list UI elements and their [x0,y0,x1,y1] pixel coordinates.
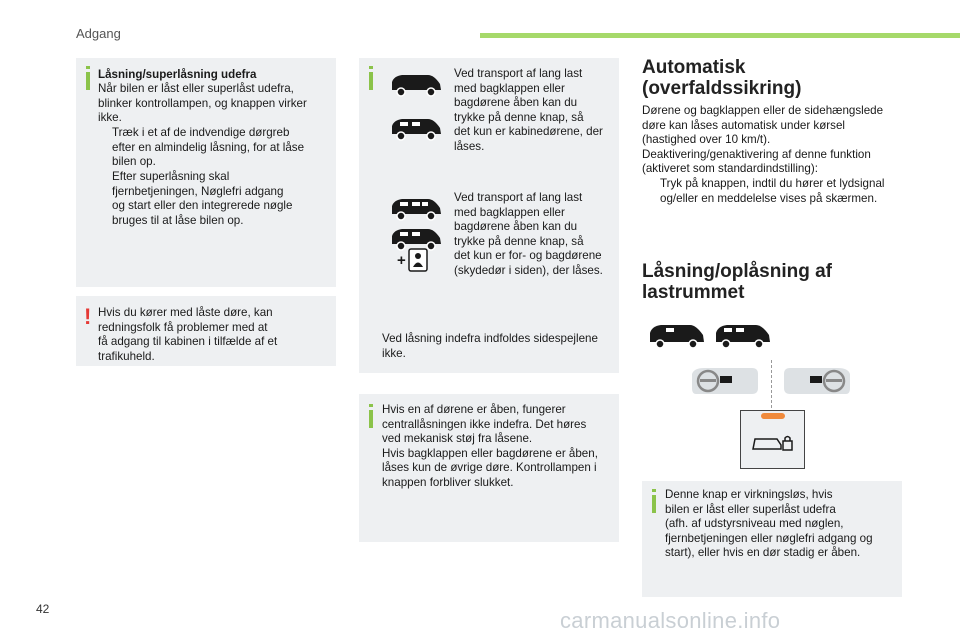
heading-automatic: Automatisk (overfaldssikring) [642,57,802,99]
watermark: carmanualsonline.info [560,608,781,633]
plus-sign: + [397,252,406,269]
info-bullet-1 [98,126,330,170]
info-bullet-2 [98,170,330,228]
info-box-heading: Låsning/superlåsning udefra [98,68,257,81]
van-icon [388,116,444,142]
automatic-bullet-text: Tryk på knappen, indtil du hører et lydsignal og/eller en meddelelse vises på skærmen. [660,177,885,205]
van-icon [646,322,706,350]
van-icon [388,196,444,222]
info-bullet-2-text: Efter superlåsning skal fjernbetjeningen, Nøglefri adgang og start eller den integrerede nøgle bruges til at låse bilen op. [112,170,293,227]
van-lock-symbol-icon [751,431,795,457]
info-box-intro: Når bilen er låst eller superlåst udefra, blinker kontrollampen, og knappen virker ikke. [98,82,307,125]
long-load-cabin-text: Ved transport af lang last med bagklappen eller bagdørene åben kan du trykke på denne knap, så det kun er kabinedørene, der låses. [454,67,603,153]
door-open-text: Hvis en af dørene er åben, fungerer centrallåsningen ikke indefra. Det høres ved mekanisk støj fra låsene. Hvis bagklappen eller bagdørene er åben, låses kun de øvrige døre. Kontrollampen i knappen forbliver slukket. [382,403,598,489]
info-bullet-1-text: Træk i et af de indvendige dørgreb efter en almindelig låsning, for at låse bilen op. [112,126,305,169]
warning-exclamation-icon: ! [84,304,92,329]
steering-wheel-icon [782,366,852,396]
section-title: Adgang [76,26,121,41]
steering-wheel-icon [690,366,760,396]
bullet-marker-icon [98,126,112,170]
info-marker-icon [652,495,656,513]
cargo-lock-button-icon [740,410,805,469]
mirrors-note: Ved låsning indefra indfoldes sidespejlene ikke. [382,332,598,360]
van-icon [388,72,444,98]
info-marker-icon [86,72,90,90]
bullet-marker-icon [98,170,112,228]
automatic-body: Dørene og bagklappen eller de sidehængslede døre kan låses automatisk under kørsel (hastighed over 10 km/t). Deaktivering/genaktivering af denne funktion (aktiveret som standardindstilling): [642,104,884,176]
bullet-marker-icon [642,177,660,206]
header-accent-bar [480,33,960,38]
long-load-front-rear-text: Ved transport af lang last med bagklappen eller bagdørene åben kan du trykke på denne knap, så det kun er for- og bagdørene (skydedør i siden), der låses. [454,191,603,277]
page-number: 42 [36,602,50,616]
button-indicator-light [761,413,785,419]
automatic-bullet [642,177,902,206]
van-icon [712,322,772,350]
warning-text: Hvis du kører med låste døre, kan redningsfolk få problemer med at få adgang til kabinen i tilfælde af et trafikuheld. [98,306,278,363]
cargo-note-text: Denne knap er virkningsløs, hvis bilen er låst eller superlåst udefra (afh. af udstyrsniveau med nøglen, fjernbetjeningen eller nøglefri adgang og start), eller hvis en dør stadig er åben. [665,488,873,560]
child-lock-icon [408,248,428,272]
heading-cargo: Låsning/oplåsning af lastrummet [642,261,833,303]
info-marker-icon [369,72,373,90]
info-marker-icon [369,410,373,428]
